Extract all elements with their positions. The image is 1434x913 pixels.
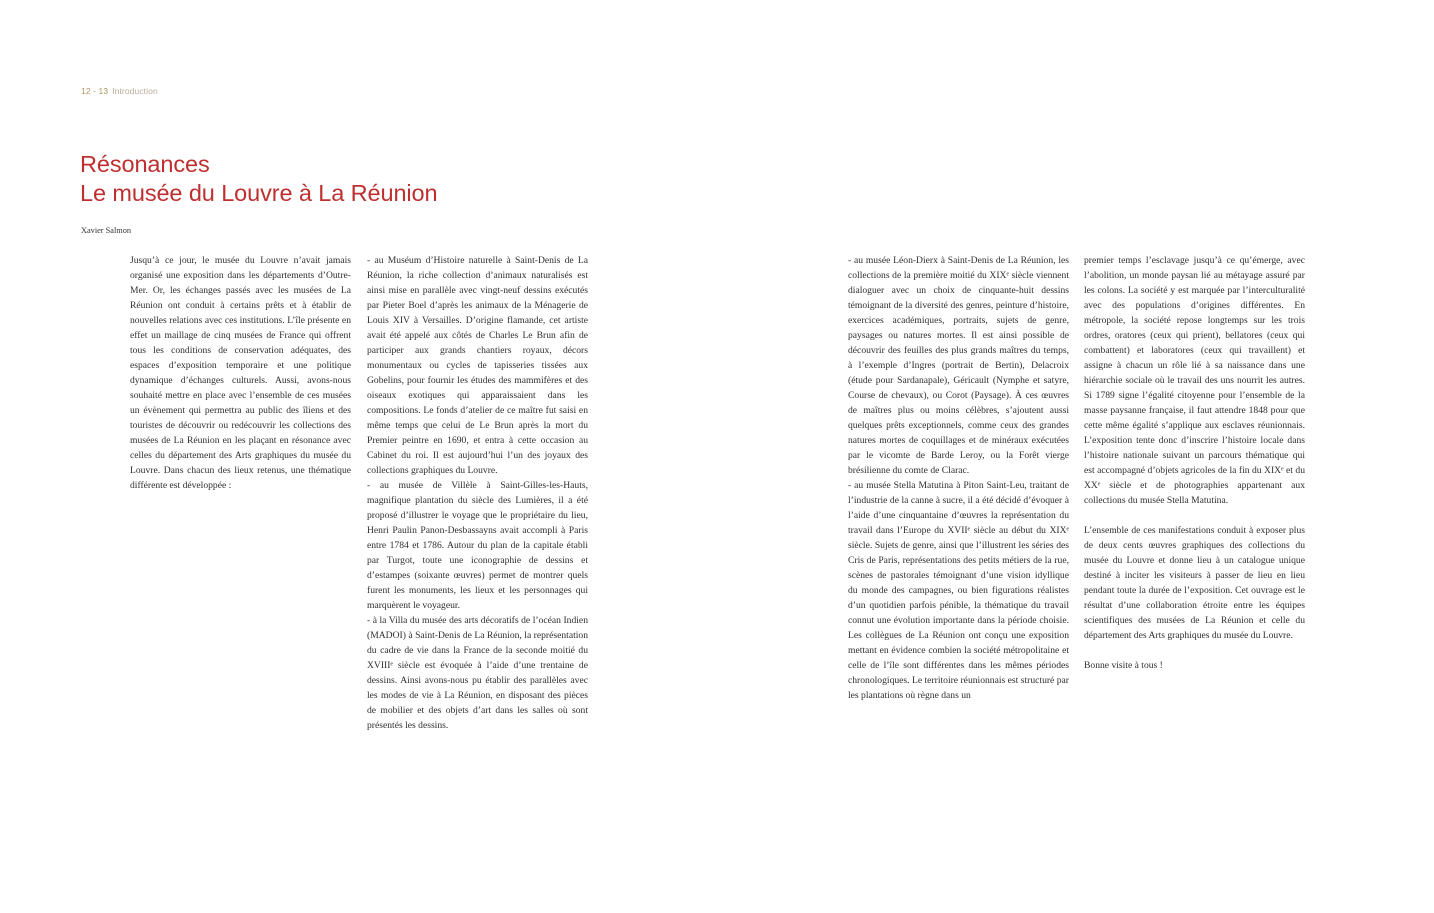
text-column-1	[130, 253, 351, 493]
page-numbers: 12 - 13	[81, 86, 109, 96]
paragraph: - au Muséum d’Histoire naturelle à Saint-Denis de La Réunion, la riche collection d’animaux naturalisés est ainsi mise en parallèle avec vingt-neuf dessins exécutés par Pieter Boel d’après les animaux de la Ménagerie de Louis XIV à Versailles. D’origine flamande, cet artiste avait été appelé aux côtés de Charles Le Brun afin de participer aux grands chantiers royaux, décors monumentaux ou cycles de tapisseries tissées aux Gobelins, pour fournir les études des mammifères et des oiseaux exotiques qui apparaissaient dans les compositions. Le fonds d’atelier de ce maître fut saisi en même temps que celui de Le Brun après la mort du Premier peintre en 1690, et entra à cette occasion au Cabinet du roi. Il est aujourd’hui l’un des joyaux des collections graphiques du Louvre.	[367, 255, 588, 476]
text-column-3	[848, 253, 1069, 703]
paragraph: - à la Villa du musée des arts décoratifs de l’océan Indien (MADOI) à Saint-Denis de La Réunion, la représentation du cadre de vie dans la France de la seconde moitié du XVIIIᵉ siècle est évoquée à l’aide d’une trentaine de dessins. Ainsi avons-nous pu établir des parallèles avec les modes de vie à La Réunion, en disposant des pièces de mobilier et des objets d’art dans les salles où sont présentés les dessins.	[367, 615, 588, 731]
title-line-2: Le musée du Louvre à La Réunion	[80, 180, 438, 206]
paragraph: - au musée Léon-Dierx à Saint-Denis de La Réunion, les collections de la première moitié du XIXᵉ siècle viennent dialoguer avec un choix de cinquante-huit dessins témoignant de la diversité des genres, peinture d’histoire, exercices académiques, portraits, sujets de genre, paysages ou natures mortes. Il est ainsi possible de découvrir des feuilles des plus grands maîtres du temps, à l’exemple d’Ingres (portrait de Bertin), Delacroix (étude pour Sardanapale), Géricault (Nymphe et satyre, Course de chevaux), ou Corot (Paysage). À ces œuvres de maîtres plus ou moins célèbres, s’ajoutent aussi quelques prêts exceptionnels, comme ceux des grandes natures mortes de coquillages et de minéraux exécutées par le vicomte de Barde Leroy, ou la Forêt vierge brésilienne du comte de Clarac.	[848, 255, 1069, 476]
text-column-2	[367, 253, 588, 733]
author-name: Xavier Salmon	[81, 226, 132, 235]
paragraph: - au musée de Villèle à Saint-Gilles-les-Hauts, magnifique plantation du siècle des Lumières, il a été proposé d’illustrer le voyage que le propriétaire du lieu, Henri Paulin Panon-Desbassayns avait accompli à Paris entre 1784 et 1786. Autour du plan de la capitale établi par Turgot, toute une iconographie de dessins et d’estampes (soixante œuvres) permet de montrer quels furent les monuments, les lieux et les personnages qui marquèrent le voyageur.	[367, 480, 588, 611]
article-title	[80, 150, 438, 208]
paragraph: premier temps l’esclavage jusqu’à ce qu’émerge, avec l’abolition, un monde paysan lié au métayage assuré par les colons. La société y est marquée par l’interculturalité avec des populations d’origines différentes. En métropole, la société repose longtemps sur les trois ordres, oratores (ceux qui prient), bellatores (ceux qui combattent) et laboratores (ceux qui travaillent) et assigne à chacun un rôle lié à sa naissance dans une hiérarchie sociale où le travail des uns nourrit les autres. Si 1789 signe l’égalité citoyenne pour l’ensemble de la masse paysanne française, il faut attendre 1848 pour que cette même égalité s’applique aux esclaves réunionnais. L’exposition tente donc d’inscrire l’histoire locale dans l’histoire nationale suivant un parcours thématique qui est accompagné d’objets agricoles de la fin du XIXᵉ et du XXᵉ siècle et de photographies appartenant aux collections du musée Stella Matutina.	[1084, 255, 1305, 506]
closing-line: Bonne visite à tous !	[1084, 660, 1163, 671]
paragraph: L’ensemble de ces manifestations conduit à exposer plus de deux cents œuvres graphiques des collections du musée du Louvre et donne lieu à un catalogue unique destiné à inciter les visiteurs à passer de lieu en lieu pendant toute la durée de l’exposition. Cet ouvrage est le résultat d’une collaboration étroite entre les équipes scientifiques des musées de La Réunion et celle du département des Arts graphiques du musée du Louvre.	[1084, 525, 1305, 641]
paragraph: - au musée Stella Matutina à Piton Saint-Leu, traitant de l’industrie de la canne à sucre, il a été décidé d’évoquer à l’aide d’une cinquantaine d’œuvres la représentation du travail dans l’Europe du XVIIᵉ siècle au début du XIXᵉ siècle. Sujets de genre, ainsi que l’illustrent les séries des Cris de Paris, représentations des petits métiers de la rue, scènes de pastorales témoignant d’une vision idyllique du monde des campagnes, ou bien figurations réalistes d’un quotidien parfois pénible, la thématique du travail connut une évolution importante dans la période choisie. Les collègues de La Réunion ont conçu une exposition mettant en évidence combien la société métropolitaine et celle de l’île sont différentes dans les mêmes périodes chronologiques. Le territoire réunionnais est structuré par les plantations où règne dans un	[848, 480, 1069, 701]
running-header	[81, 86, 158, 96]
title-line-1: Résonances	[80, 151, 210, 177]
section-name: Introduction	[112, 86, 158, 96]
paragraph: Jusqu’à ce jour, le musée du Louvre n’avait jamais organisé une exposition dans les départements d’Outre-Mer. Or, les échanges passés avec les musées de La Réunion ont conduit à certains prêts et à établir de nouvelles relations avec ces institutions. L’île présente en effet un maillage de cinq musées de France qui offrent tous les conditions de conservation adéquates, des espaces d’exposition temporaire et une politique dynamique d’échanges culturels. Aussi, avons-nous souhaité mettre en place avec l’ensemble de ces musées un évènement qui permettra au public des îliens et des touristes de découvrir ou redécouvrir les collections des musées de La Réunion en les plaçant en résonance avec celles du département des Arts graphiques du musée du Louvre. Dans chacun des lieux retenus, une thématique différente est développée :	[130, 255, 351, 491]
text-column-4	[1084, 253, 1305, 673]
